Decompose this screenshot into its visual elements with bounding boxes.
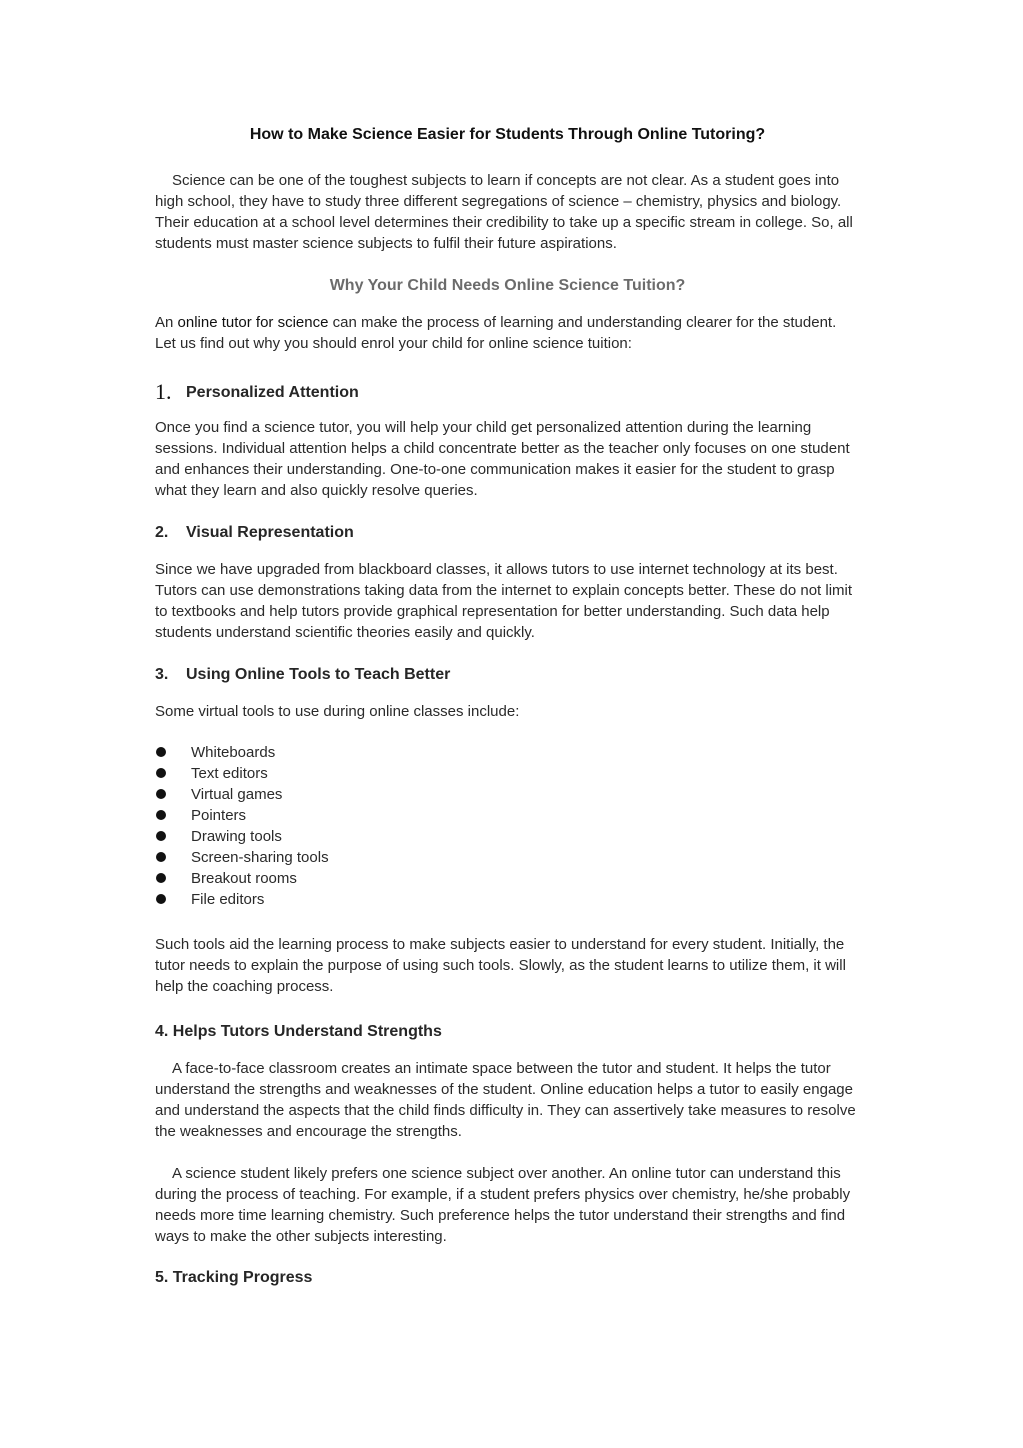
- section-body-3: Some virtual tools to use during online classes include:: [155, 703, 520, 720]
- paragraph-rest: can make the process of learning and understanding clearer for the student. Let us find out why you should enrol your child for online science tuition:: [155, 314, 837, 352]
- intro-paragraph: [155, 170, 860, 254]
- section-heading-text: Personalized Attention: [186, 384, 359, 401]
- section-subtitle: Why Your Child Needs Online Science Tuition?: [329, 277, 686, 294]
- list-item-text: Virtual games: [191, 786, 283, 803]
- bullet-icon: [156, 747, 166, 757]
- list-item-text: Drawing tools: [191, 828, 282, 845]
- bullet-icon: [156, 768, 166, 778]
- intro-text: Science can be one of the toughest subjects to learn if concepts are not clear. As a student goes into high school, they have to study three different segregations of science – chemistry, physics and biology. Their education at a school level determines their credibility to take up a specific stream in college. So, all students must master science subjects to fulfil their future aspirations.: [155, 172, 853, 252]
- document-title: How to Make Science Easier for Students Through Online Tutoring?: [249, 126, 766, 143]
- section-number: 3.: [155, 666, 169, 683]
- paragraph-text: A science student likely prefers one science subject over another. An online tutor can understand this during the process of teaching. For example, if a student prefers physics over chemistry, he/she probably needs more time learning chemistry. Such preference helps the tutor understand their strengths and find ways to make the other subjects interesting.: [155, 1165, 851, 1245]
- list-item-text: Screen-sharing tools: [191, 849, 329, 866]
- list-item-text: Whiteboards: [191, 744, 276, 761]
- paragraph-text: A face-to-face classroom creates an intimate space between the tutor and student. It helps the tutor understand the strengths and weaknesses of the student. Online education helps a tutor to easily engage and understand the aspects that the child finds difficulty in. They can assertively take measures to resolve the weaknesses and encourage the strengths.: [155, 1060, 856, 1140]
- section-number: 1.: [155, 379, 172, 404]
- online-tutor-link[interactable]: online tutor for science: [177, 314, 329, 331]
- bullet-icon: [156, 852, 166, 862]
- bullet-icon: [156, 894, 166, 904]
- section-body-1: Once you find a science tutor, you will help your child get personalized attention during the learning sessions. Individual attention helps a child concentrate better as the teacher only focuses on one student and enhances their understanding. One-to-one communication makes it easier for the student to grasp what they learn and also quickly resolve queries.: [155, 419, 850, 499]
- section-heading-text: Visual Representation: [186, 524, 354, 541]
- list-item: [155, 805, 329, 826]
- section-body-4a: [155, 1058, 860, 1142]
- section-after-list: Such tools aid the learning process to make subjects easier to understand for every student. Initially, the tutor needs to explain the purpose of using such tools. Slowly, as the student learns to utilize them, it will help the coaching process.: [155, 936, 846, 995]
- list-item: [155, 784, 329, 805]
- list-item: [155, 847, 329, 868]
- list-item: [155, 889, 329, 910]
- section-body-2: Since we have upgraded from blackboard classes, it allows tutors to use internet technology at its best. Tutors can use demonstrations taking data from the internet to explain concepts better. These do not limit to textbooks and help tutors provide graphical representation for better understanding. Such data help students understand scientific theories easily and quickly.: [155, 561, 853, 641]
- bullet-icon: [156, 789, 166, 799]
- section-heading-1: [155, 379, 359, 405]
- list-item: [155, 742, 329, 763]
- section-heading-5: 5. Tracking Progress: [155, 1269, 313, 1286]
- bullet-icon: [156, 873, 166, 883]
- tools-list: [155, 742, 329, 910]
- paragraph-lead: An: [155, 314, 178, 331]
- list-item: [155, 868, 329, 889]
- list-item: [155, 763, 329, 784]
- list-item: [155, 826, 329, 847]
- list-item-text: File editors: [191, 891, 265, 908]
- bullet-icon: [156, 831, 166, 841]
- section-number: 2.: [155, 524, 169, 541]
- intro-tutor-paragraph: [155, 312, 860, 354]
- list-item-text: Pointers: [191, 807, 247, 824]
- section-body-4b: [155, 1163, 860, 1247]
- list-item-text: Breakout rooms: [191, 870, 297, 887]
- section-heading-3: [155, 666, 450, 684]
- section-heading-4: 4. Helps Tutors Understand Strengths: [155, 1023, 442, 1040]
- section-heading-2: [155, 524, 354, 542]
- list-item-text: Text editors: [191, 765, 268, 782]
- bullet-icon: [156, 810, 166, 820]
- section-heading-text: Using Online Tools to Teach Better: [186, 666, 451, 683]
